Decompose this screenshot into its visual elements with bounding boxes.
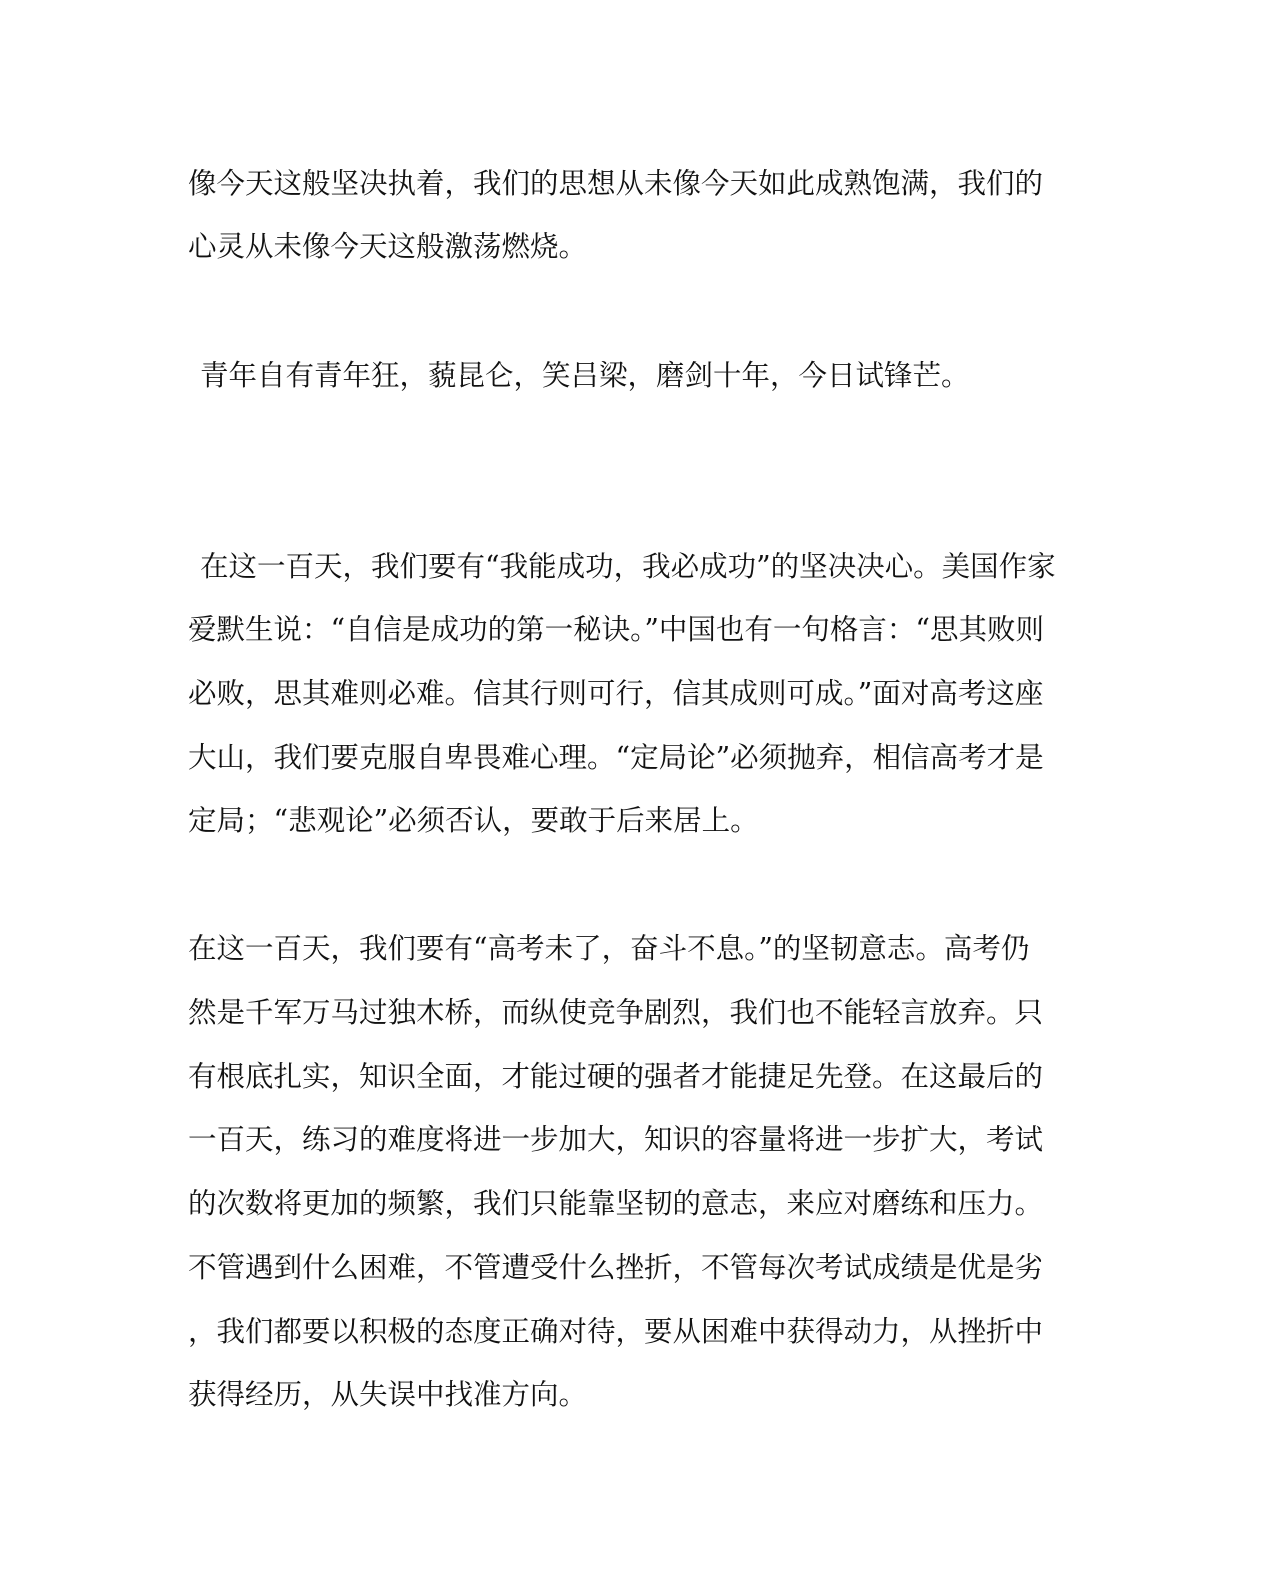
text-line: 定局；“悲观论”必须否认，要敢于后来居上。 — [188, 804, 759, 837]
text-line: 心灵从未像今天这般激荡燃烧。 — [188, 230, 588, 263]
text-line: 获得经历，从失误中找准方向。 — [188, 1378, 588, 1411]
text-line: ，我们都要以积极的态度正确对待，要从困难中获得动力，从挫折中 — [188, 1315, 1044, 1348]
text-line: 必败，思其难则必难。信其行则可行，信其成则可成。”面对高考这座 — [188, 677, 1044, 710]
text-line: 像今天这般坚决执着，我们的思想从未像今天如此成熟饱满，我们的 — [188, 167, 1044, 200]
text-line: 一百天，练习的难度将进一步加大，知识的容量将进一步扩大，考试 — [188, 1123, 1044, 1156]
text-line: 不管遇到什么困难，不管遭受什么挫折，不管每次考试成绩是优是劣 — [188, 1251, 1044, 1284]
text-line: 有根底扎实，知识全面，才能过硬的强者才能捷足先登。在这最后的 — [188, 1060, 1044, 1093]
text-line: 大山，我们要克服自卑畏难心理。“定局论”必须抛弃，相信高考才是 — [188, 741, 1044, 774]
text-line: 爱默生说：“自信是成功的第一秘诀。”中国也有一句格言：“思其败则 — [188, 613, 1044, 646]
text-line: 的次数将更加的频繁，我们只能靠坚韧的意志，来应对磨练和压力。 — [188, 1187, 1044, 1220]
text-line: 在这一百天，我们要有“高考未了，奋斗不息。”的坚韧意志。高考仍 — [188, 932, 1030, 965]
text-line: 在这一百天，我们要有“我能成功，我必成功”的坚决决心。美国作家 — [200, 550, 1056, 583]
text-line: 青年自有青年狂，藐昆仑，笑吕梁，磨剑十年，今日试锋芒。 — [200, 359, 970, 392]
text-line: 然是千军万马过独木桥，而纵使竞争剧烈，我们也不能轻言放弃。只 — [188, 996, 1044, 1029]
